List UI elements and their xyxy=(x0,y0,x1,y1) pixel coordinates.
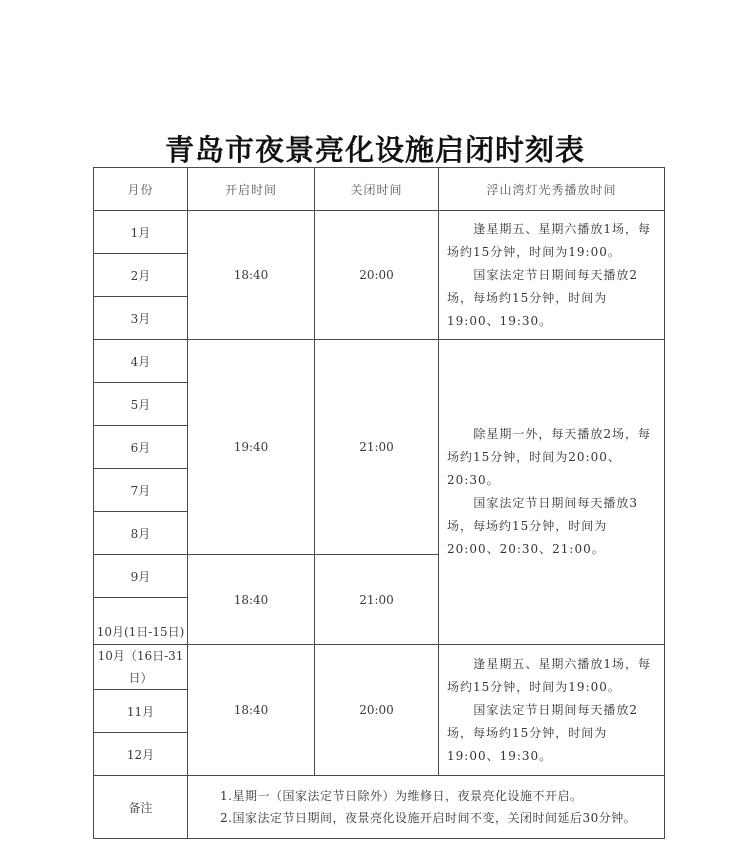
show-time-cell xyxy=(439,211,665,340)
header-row xyxy=(94,168,665,211)
close-time-cell: 21:00 xyxy=(315,340,439,555)
show-time-daily: 除星期一外，每天播放2场，每场约15分钟，时间为20:00、20:30。 xyxy=(447,427,652,487)
month-cell: 2月 xyxy=(94,254,188,297)
month-cell: 10月（16日-31日） xyxy=(94,645,188,690)
table-row xyxy=(94,645,665,690)
month-cell: 6月 xyxy=(94,426,188,469)
header-open-time: 开启时间 xyxy=(188,168,315,211)
show-time-cell xyxy=(439,340,665,645)
month-cell: 7月 xyxy=(94,469,188,512)
month-cell: 12月 xyxy=(94,733,188,776)
open-time-cell: 19:40 xyxy=(188,340,315,555)
show-time-holiday: 国家法定节日期间每天播放3场，每场约15分钟，时间为20:00、20:30、21:00。 xyxy=(447,496,639,556)
show-time-weekly: 逢星期五、星期六播放1场，每场约15分钟，时间为19:00。 xyxy=(447,221,652,259)
remarks-row xyxy=(94,776,665,839)
show-time-weekly: 逢星期五、星期六播放1场，每场约15分钟，时间为19:00。 xyxy=(447,656,652,694)
month-cell: 8月 xyxy=(94,512,188,555)
header-close-time: 关闭时间 xyxy=(315,168,439,211)
month-cell: 1月 xyxy=(94,211,188,254)
month-cell: 11月 xyxy=(94,690,188,733)
month-cell: 9月 xyxy=(94,555,188,598)
open-time-cell: 18:40 xyxy=(188,645,315,776)
schedule-table xyxy=(93,167,665,839)
show-time-cell xyxy=(439,645,665,776)
remarks-cell xyxy=(188,776,665,839)
remark-item: 2.国家法定节日期间，夜景亮化设施开启时间不变，关闭时间延后30分钟。 xyxy=(220,811,637,825)
header-month: 月份 xyxy=(94,168,188,211)
table-row xyxy=(94,211,665,254)
remark-item: 1.星期一（国家法定节日除外）为维修日，夜景亮化设施不开启。 xyxy=(220,789,583,803)
open-time-cell: 18:40 xyxy=(188,555,315,645)
close-time-cell: 20:00 xyxy=(315,211,439,340)
table-row xyxy=(94,340,665,383)
show-time-holiday: 国家法定节日期间每天播放2场，每场约15分钟，时间为19:00、19:30。 xyxy=(447,702,639,763)
header-show-time: 浮山湾灯光秀播放时间 xyxy=(439,168,665,211)
month-cell: 5月 xyxy=(94,383,188,426)
open-time-cell: 18:40 xyxy=(188,211,315,340)
close-time-cell: 21:00 xyxy=(315,555,439,645)
remarks-label: 备注 xyxy=(94,776,188,839)
month-cell: 10月(1日-15日) xyxy=(94,598,188,645)
close-time-cell: 20:00 xyxy=(315,645,439,776)
page-title: 青岛市夜景亮化设施启闭时刻表 xyxy=(164,133,585,167)
month-cell: 4月 xyxy=(94,340,188,383)
show-time-holiday: 国家法定节日期间每天播放2场，每场约15分钟，时间为19:00、19:30。 xyxy=(447,267,639,328)
month-cell: 3月 xyxy=(94,297,188,340)
